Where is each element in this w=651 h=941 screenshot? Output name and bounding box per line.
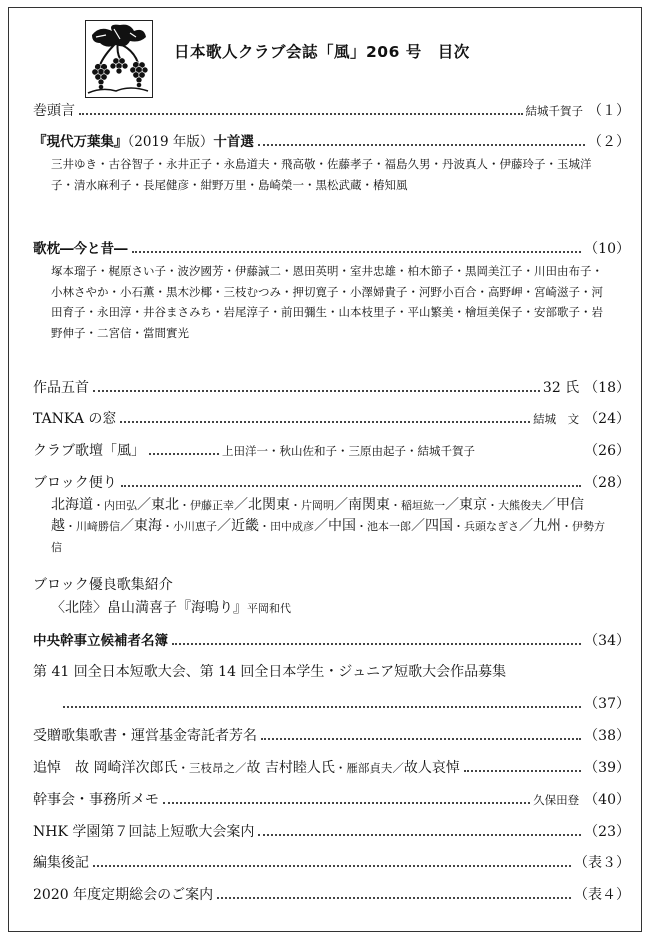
block-region: 北海道 <box>51 497 93 513</box>
block-author: 田中成彦 <box>270 520 314 533</box>
book-title: 〈北陸〉畠山満喜子『海鳴り』 <box>51 600 247 616</box>
block-author: 兵頭なぎさ <box>464 520 519 533</box>
block-region: 南関東 <box>348 497 390 513</box>
entry-title: 追悼 故 岡崎洋次郎氏・三枝昂之／故 吉村睦人氏・雁部貞夫／故人哀悼 <box>33 760 460 776</box>
leader-dots <box>258 834 581 836</box>
entry-title: ブロック優良歌集紹介 <box>33 577 173 593</box>
entry-title: 受贈歌集歌書・運営基金寄託者芳名 <box>33 728 257 744</box>
toc-entry <box>33 378 630 398</box>
entry-title: 編集後記 <box>33 855 89 871</box>
block-region: 九州 <box>533 518 561 534</box>
block-author: 川﨑勝信 <box>76 520 120 533</box>
toc-entry <box>33 790 630 810</box>
leader-dots <box>93 865 571 867</box>
entry-page: （26） <box>584 443 630 459</box>
entry-page: （表３） <box>574 855 630 871</box>
entry-title: 『現代万葉集』（2019 年版）十首選 <box>33 134 254 150</box>
grape-vine-logo-icon <box>85 20 153 98</box>
block-author: 池本一郎 <box>367 520 411 533</box>
entry-page: （２） <box>588 134 630 150</box>
entry-page: （１） <box>588 103 630 119</box>
entry-page: （39） <box>584 760 630 776</box>
block-author: 小川恵子 <box>173 520 217 533</box>
entry-title: 歌枕―今と昔― <box>33 241 128 257</box>
entry-page: （38） <box>584 728 630 744</box>
leader-dots <box>120 421 530 423</box>
entry-page: （23） <box>584 824 630 840</box>
toc-entry <box>33 132 630 152</box>
book-reviewer: 平岡和代 <box>247 602 291 615</box>
toc-entry <box>33 853 630 873</box>
member-list: 三井ゆき・古谷智子・永井正子・永島道夫・飛高敬・佐藤孝子・福島久男・丹波真人・伊藤玲子・玉城洋子・清水麻利子・長尾健彦・紺野万里・島崎榮一・黒松武蔵・椿知風 <box>51 157 592 192</box>
leader-dots <box>258 144 585 146</box>
entry-page: （18） <box>584 380 630 396</box>
toc-entry <box>33 726 630 746</box>
entry-title: 幹事会・事務所メモ <box>33 792 159 808</box>
entry-page: （37） <box>584 696 630 712</box>
leader-dots <box>149 453 219 455</box>
entry-title: 第 41 回全日本短歌大会、第 14 回全日本学生・ジュニア短歌大会作品募集 <box>33 664 507 680</box>
entry-title: ブロック便り <box>33 475 117 491</box>
leader-dots <box>93 390 540 392</box>
entry-author: 上田洋一・秋山佐和子・三原由起子・結城千賀子 <box>222 444 475 458</box>
book-intro <box>51 598 607 619</box>
toc-entry <box>33 473 630 493</box>
leader-dots <box>261 738 581 740</box>
leader-dots <box>172 643 581 645</box>
toc-entry <box>33 662 630 682</box>
toc-entry <box>33 409 630 429</box>
block-author: 大熊俊夫 <box>498 499 542 512</box>
entry-author: 結城 文 <box>533 412 580 426</box>
leader-dots <box>132 251 582 253</box>
leader-dots <box>464 770 581 772</box>
block-region: 東海 <box>134 518 162 534</box>
toc-entry <box>33 758 630 778</box>
entry-title: 巻頭言 <box>33 103 75 119</box>
entry-title: クラブ歌壇「風」 <box>33 443 145 459</box>
entry-title: TANKA の窓 <box>33 411 117 427</box>
toc-entry <box>33 239 630 259</box>
member-list: 塚本瑠子・梶原さい子・波汐國芳・伊藤誠二・恩田英明・室井忠雄・柏木節子・黒岡美江子・川田由布子・小林さやか・小石薫・黒木沙椰・三枝むつみ・押切寛子・小澤婦貴子・河野小百合・高野岬・宮崎滋子・河田育子・永田淳・井谷まさみち・岩尾淳子・前田彌生・山本枝里子・平山繁美・檜垣美保子・安部歌子・岩野伸子・二宮信・當間實光 <box>51 264 603 340</box>
toc-entry <box>33 822 630 842</box>
block-news-list: 北海道・内田弘／東北・伊藤正幸／北関東・片岡明／南関東・稲垣紘一／東京・大熊俊夫／甲信越・川﨑勝信／東海・小川恵子／近畿・田中成彦／中国・池本一郎／四国・兵頭なぎさ／九州・伊勢方信 <box>51 497 605 554</box>
entry-page: （24） <box>584 411 630 427</box>
entry-title: 中央幹事立候補者名簿 <box>33 633 168 649</box>
leader-dots <box>217 897 571 899</box>
block-region: 近畿 <box>231 518 259 534</box>
toc-entry <box>33 441 630 461</box>
block-region: 東京 <box>459 497 487 513</box>
block-region: 北関東 <box>248 497 290 513</box>
leader-dots <box>63 706 581 708</box>
toc-page <box>8 7 642 932</box>
block-region: 東北 <box>151 497 179 513</box>
toc-entry <box>33 101 630 121</box>
leader-dots <box>163 802 530 804</box>
entry-page: （40） <box>584 792 630 808</box>
block-region: 中国 <box>328 518 356 534</box>
entry-title: 2020 年度定期総会のご案内 <box>33 887 214 903</box>
block-region: 甲信越 <box>51 497 584 534</box>
block-region: 四国 <box>425 518 453 534</box>
entry-page: （34） <box>584 633 630 649</box>
toc-entry-continued <box>33 694 630 714</box>
entry-author: 久保田登 <box>533 793 580 807</box>
block-author: 内田弘 <box>104 499 137 512</box>
entry-page: （10） <box>584 241 630 257</box>
leader-dots <box>79 113 523 115</box>
toc-entry <box>33 575 630 595</box>
entry-title: NHK 学園第７回誌上短歌大会案内 <box>33 824 255 840</box>
page-title: 日本歌人クラブ会誌「風」206 号 目次 <box>174 43 470 61</box>
entry-title: 作品五首 <box>33 380 89 396</box>
entry-author: 結城千賀子 <box>525 104 583 118</box>
toc-entry <box>33 885 630 905</box>
leader-dots <box>121 485 581 487</box>
entry-page: （表４） <box>574 887 630 903</box>
entry-page: （28） <box>584 475 630 491</box>
block-author: 片岡明 <box>301 499 334 512</box>
entry-author: 32 氏 <box>542 380 580 396</box>
block-author: 稲垣紘一 <box>401 499 445 512</box>
block-author: 伊勢方信 <box>51 520 605 554</box>
block-author: 伊藤正幸 <box>190 499 234 512</box>
toc-entry <box>33 631 630 651</box>
